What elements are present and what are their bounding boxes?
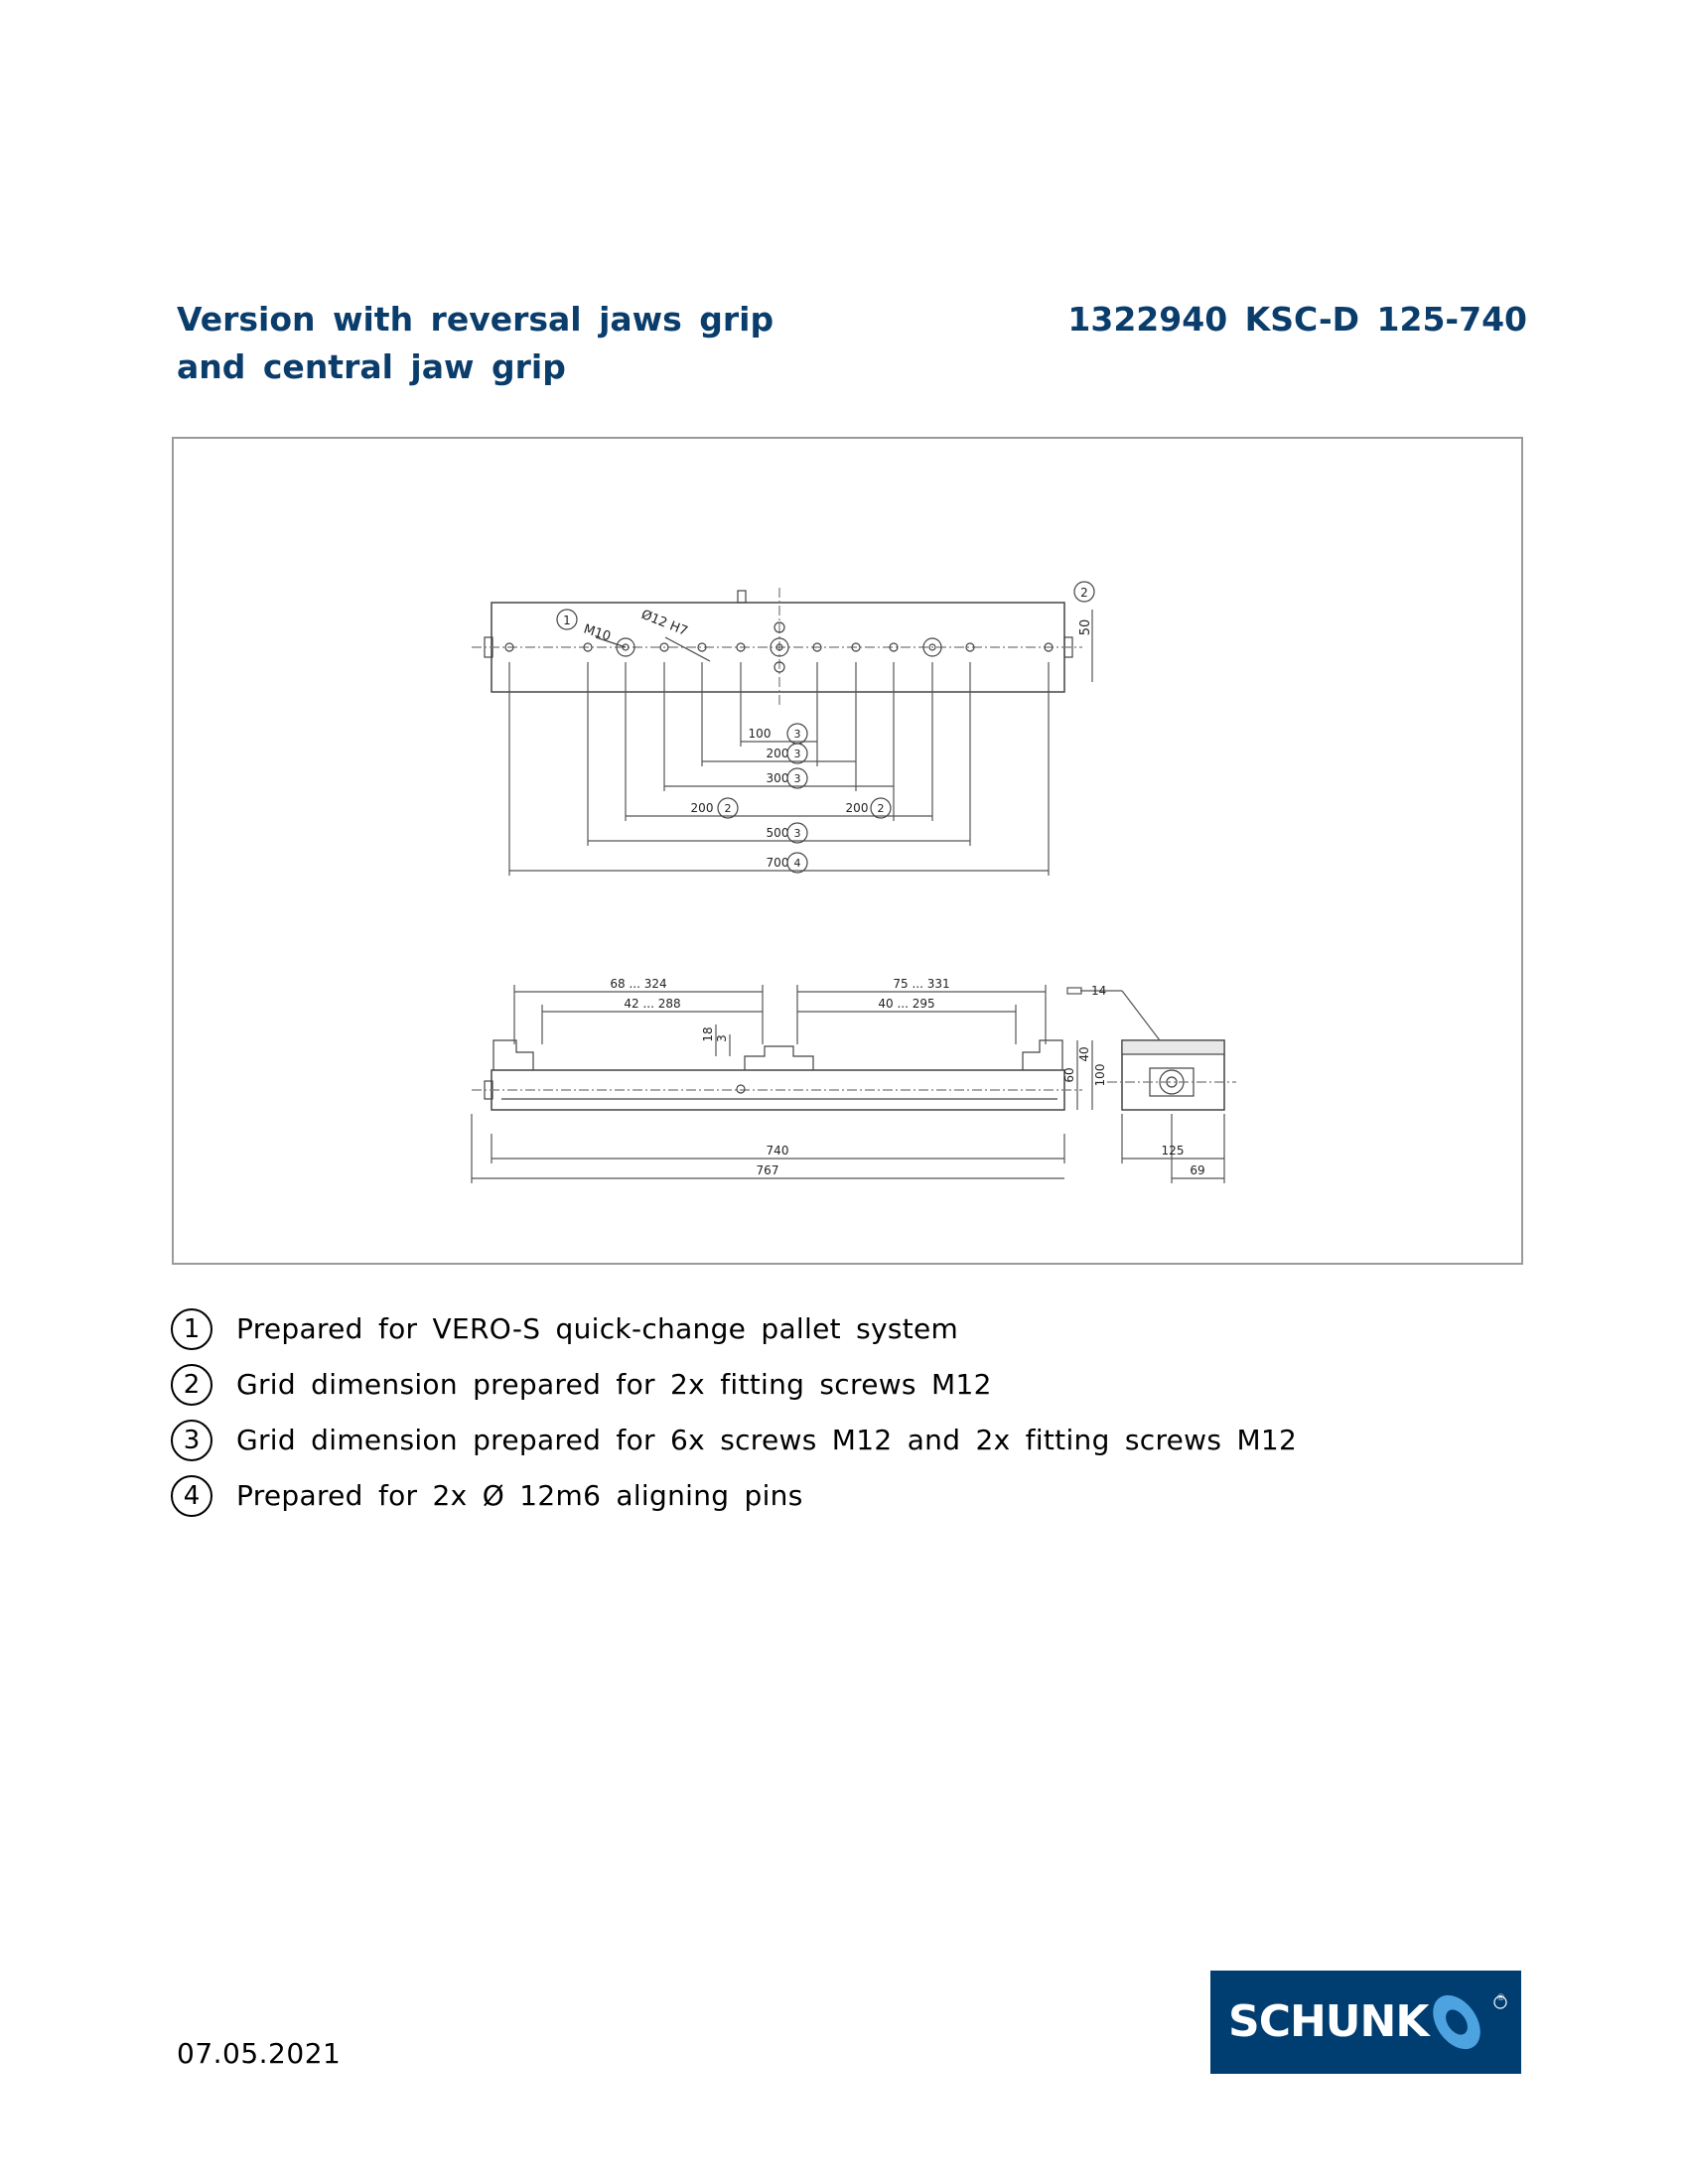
dim-60: 60 <box>1062 1067 1076 1083</box>
dim-200a: 200 <box>766 747 789 760</box>
leader <box>596 637 626 647</box>
dim-767: 767 <box>756 1163 779 1177</box>
title-line-2: and central jaw grip <box>177 347 566 386</box>
dim-300: 300 <box>766 771 789 785</box>
logo-text: SCHUNK <box>1228 1996 1429 2047</box>
note-text: Prepared for 2x Ø 12m6 aligning pins <box>236 1479 803 1512</box>
end-top <box>1122 1040 1224 1054</box>
drawing-svg <box>174 439 1525 1267</box>
label-d12: Ø12 H7 <box>638 607 690 640</box>
svg-text:3: 3 <box>793 728 801 741</box>
top-view <box>472 582 1094 876</box>
dim-69: 69 <box>1190 1163 1205 1177</box>
dim-18: 18 <box>701 1026 715 1042</box>
note-text: Grid dimension prepared for 6x screws M12 and 2x fitting screws M12 <box>236 1424 1298 1456</box>
side-hole <box>737 1085 745 1093</box>
dim-50: 50 <box>1078 618 1093 636</box>
range-left-inner: 42 ... 288 <box>624 997 681 1011</box>
dim-100: 100 <box>748 727 772 741</box>
range-right-inner: 40 ... 295 <box>878 997 935 1011</box>
dim-14: 14 <box>1091 984 1107 998</box>
jaw-left <box>493 1040 533 1070</box>
dim-200-right: 200 <box>845 801 869 815</box>
svg-text:4: 4 <box>793 857 801 870</box>
note-text: Prepared for VERO-S quick-change pallet system <box>236 1312 959 1345</box>
jaw-right <box>1023 1040 1062 1070</box>
note-text: Grid dimension prepared for 2x fitting screws M12 <box>236 1368 992 1401</box>
range-left-outer: 68 ... 324 <box>610 977 667 991</box>
range-right-outer: 75 ... 331 <box>893 977 950 991</box>
leader <box>665 637 710 661</box>
dim-callout-labels <box>725 728 885 870</box>
dimension-labels <box>691 727 869 870</box>
note-number: 1 <box>171 1308 212 1350</box>
note-number: 3 <box>171 1420 212 1461</box>
side-dim-labels <box>610 977 1107 1177</box>
pin-14 <box>1067 988 1081 994</box>
end-dim-labels <box>1091 984 1205 1177</box>
dim-40: 40 <box>1077 1046 1091 1062</box>
registered-mark: ® <box>1496 1993 1505 2003</box>
technical-drawing <box>172 437 1523 1265</box>
dim-callouts <box>718 724 891 873</box>
dim-740: 740 <box>766 1144 789 1158</box>
dim-125: 125 <box>1161 1144 1185 1158</box>
title-line-1: Version with reversal jaws grip <box>177 300 774 339</box>
svg-text:3: 3 <box>793 827 801 840</box>
note-number: 2 <box>171 1364 212 1406</box>
schunk-logo <box>1210 1971 1521 2074</box>
svg-text:2: 2 <box>877 802 885 815</box>
svg-text:3: 3 <box>793 772 801 785</box>
dim-500: 500 <box>766 826 789 840</box>
dim-100-side: 100 <box>1093 1063 1107 1087</box>
logo-mark-icon <box>1210 1971 1521 2074</box>
document-date: 07.05.2021 <box>177 2037 342 2070</box>
document-title <box>177 296 872 391</box>
dim-700: 700 <box>766 856 789 870</box>
top-marker <box>738 591 746 603</box>
callout-2-top-text: 2 <box>1080 586 1088 600</box>
product-code: 1322940 KSC-D 125-740 <box>1067 300 1527 339</box>
svg-text:3: 3 <box>793 748 801 760</box>
side-view <box>472 977 1107 1183</box>
dim-3: 3 <box>715 1034 729 1042</box>
dim-200-left: 200 <box>690 801 714 815</box>
svg-text:2: 2 <box>724 802 732 815</box>
dimension-lines <box>509 662 1049 876</box>
callout-1-text: 1 <box>563 614 571 627</box>
note-number: 4 <box>171 1475 212 1517</box>
jaw-center <box>745 1046 813 1070</box>
label-m10: M10 <box>581 621 613 645</box>
